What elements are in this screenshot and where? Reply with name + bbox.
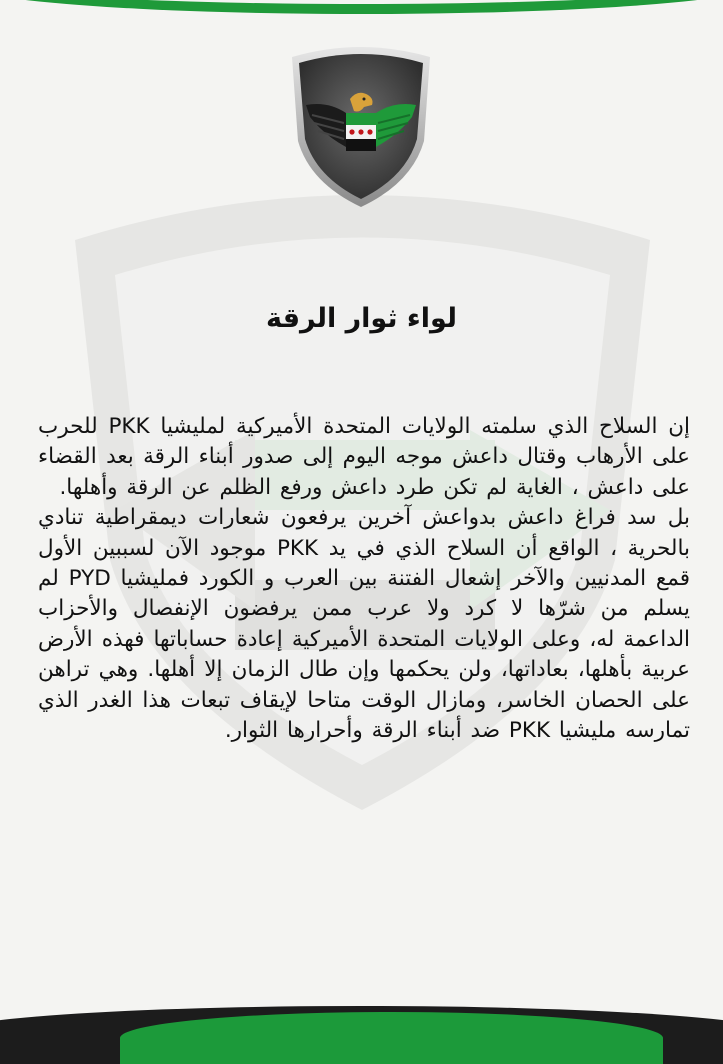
paragraph-2: بل سد فراغ داعش بدواعش آخرين يرفعون شعارات ديمقراطية تنادي بالحرية ، الواقع أن السلاح الذي في يد PKK موجود الآن لسببين الأول قمع المدنيين والآخر إشعال الفتنة بين العرب و الكورد فمليشيا PYD لم يسلم من شرّها لا كرد ولا عرب ممن يرفضون الإنفصال والأحزاب الداعمة له، وعلى الولايات المتحدة الأميركية إعادة حساباتها فهذه الأرض عربية بأهلها، بعاداتها، ولن يحكمها وإن طال الزمان إلا أهلها. وهي تراهن على الحصان الخاسر، ومازال الوقت متاحا لإيقاف تبعات هذا الغدر الذي تمارسه مليشيا PKK ضد أبناء الرقة وأحرارها الثوار. <box>38 505 690 744</box>
paragraph-1: إن السلاح الذي سلمته الولايات المتحدة الأميركية لمليشيا PKK للحرب على الأرهاب وقتال داعش موجه اليوم إلى صدور أبناء الرقة بعد القضاء على داعش ، الغاية لم تكن طرد داعش ورفع الظلم عن الرقة وأهلها. <box>38 414 690 500</box>
free-syrian-army-emblem <box>288 43 434 209</box>
page-title: لواء ثوار الرقة <box>265 303 458 334</box>
bottom-green-band <box>120 1012 663 1064</box>
statement-body <box>38 412 690 746</box>
